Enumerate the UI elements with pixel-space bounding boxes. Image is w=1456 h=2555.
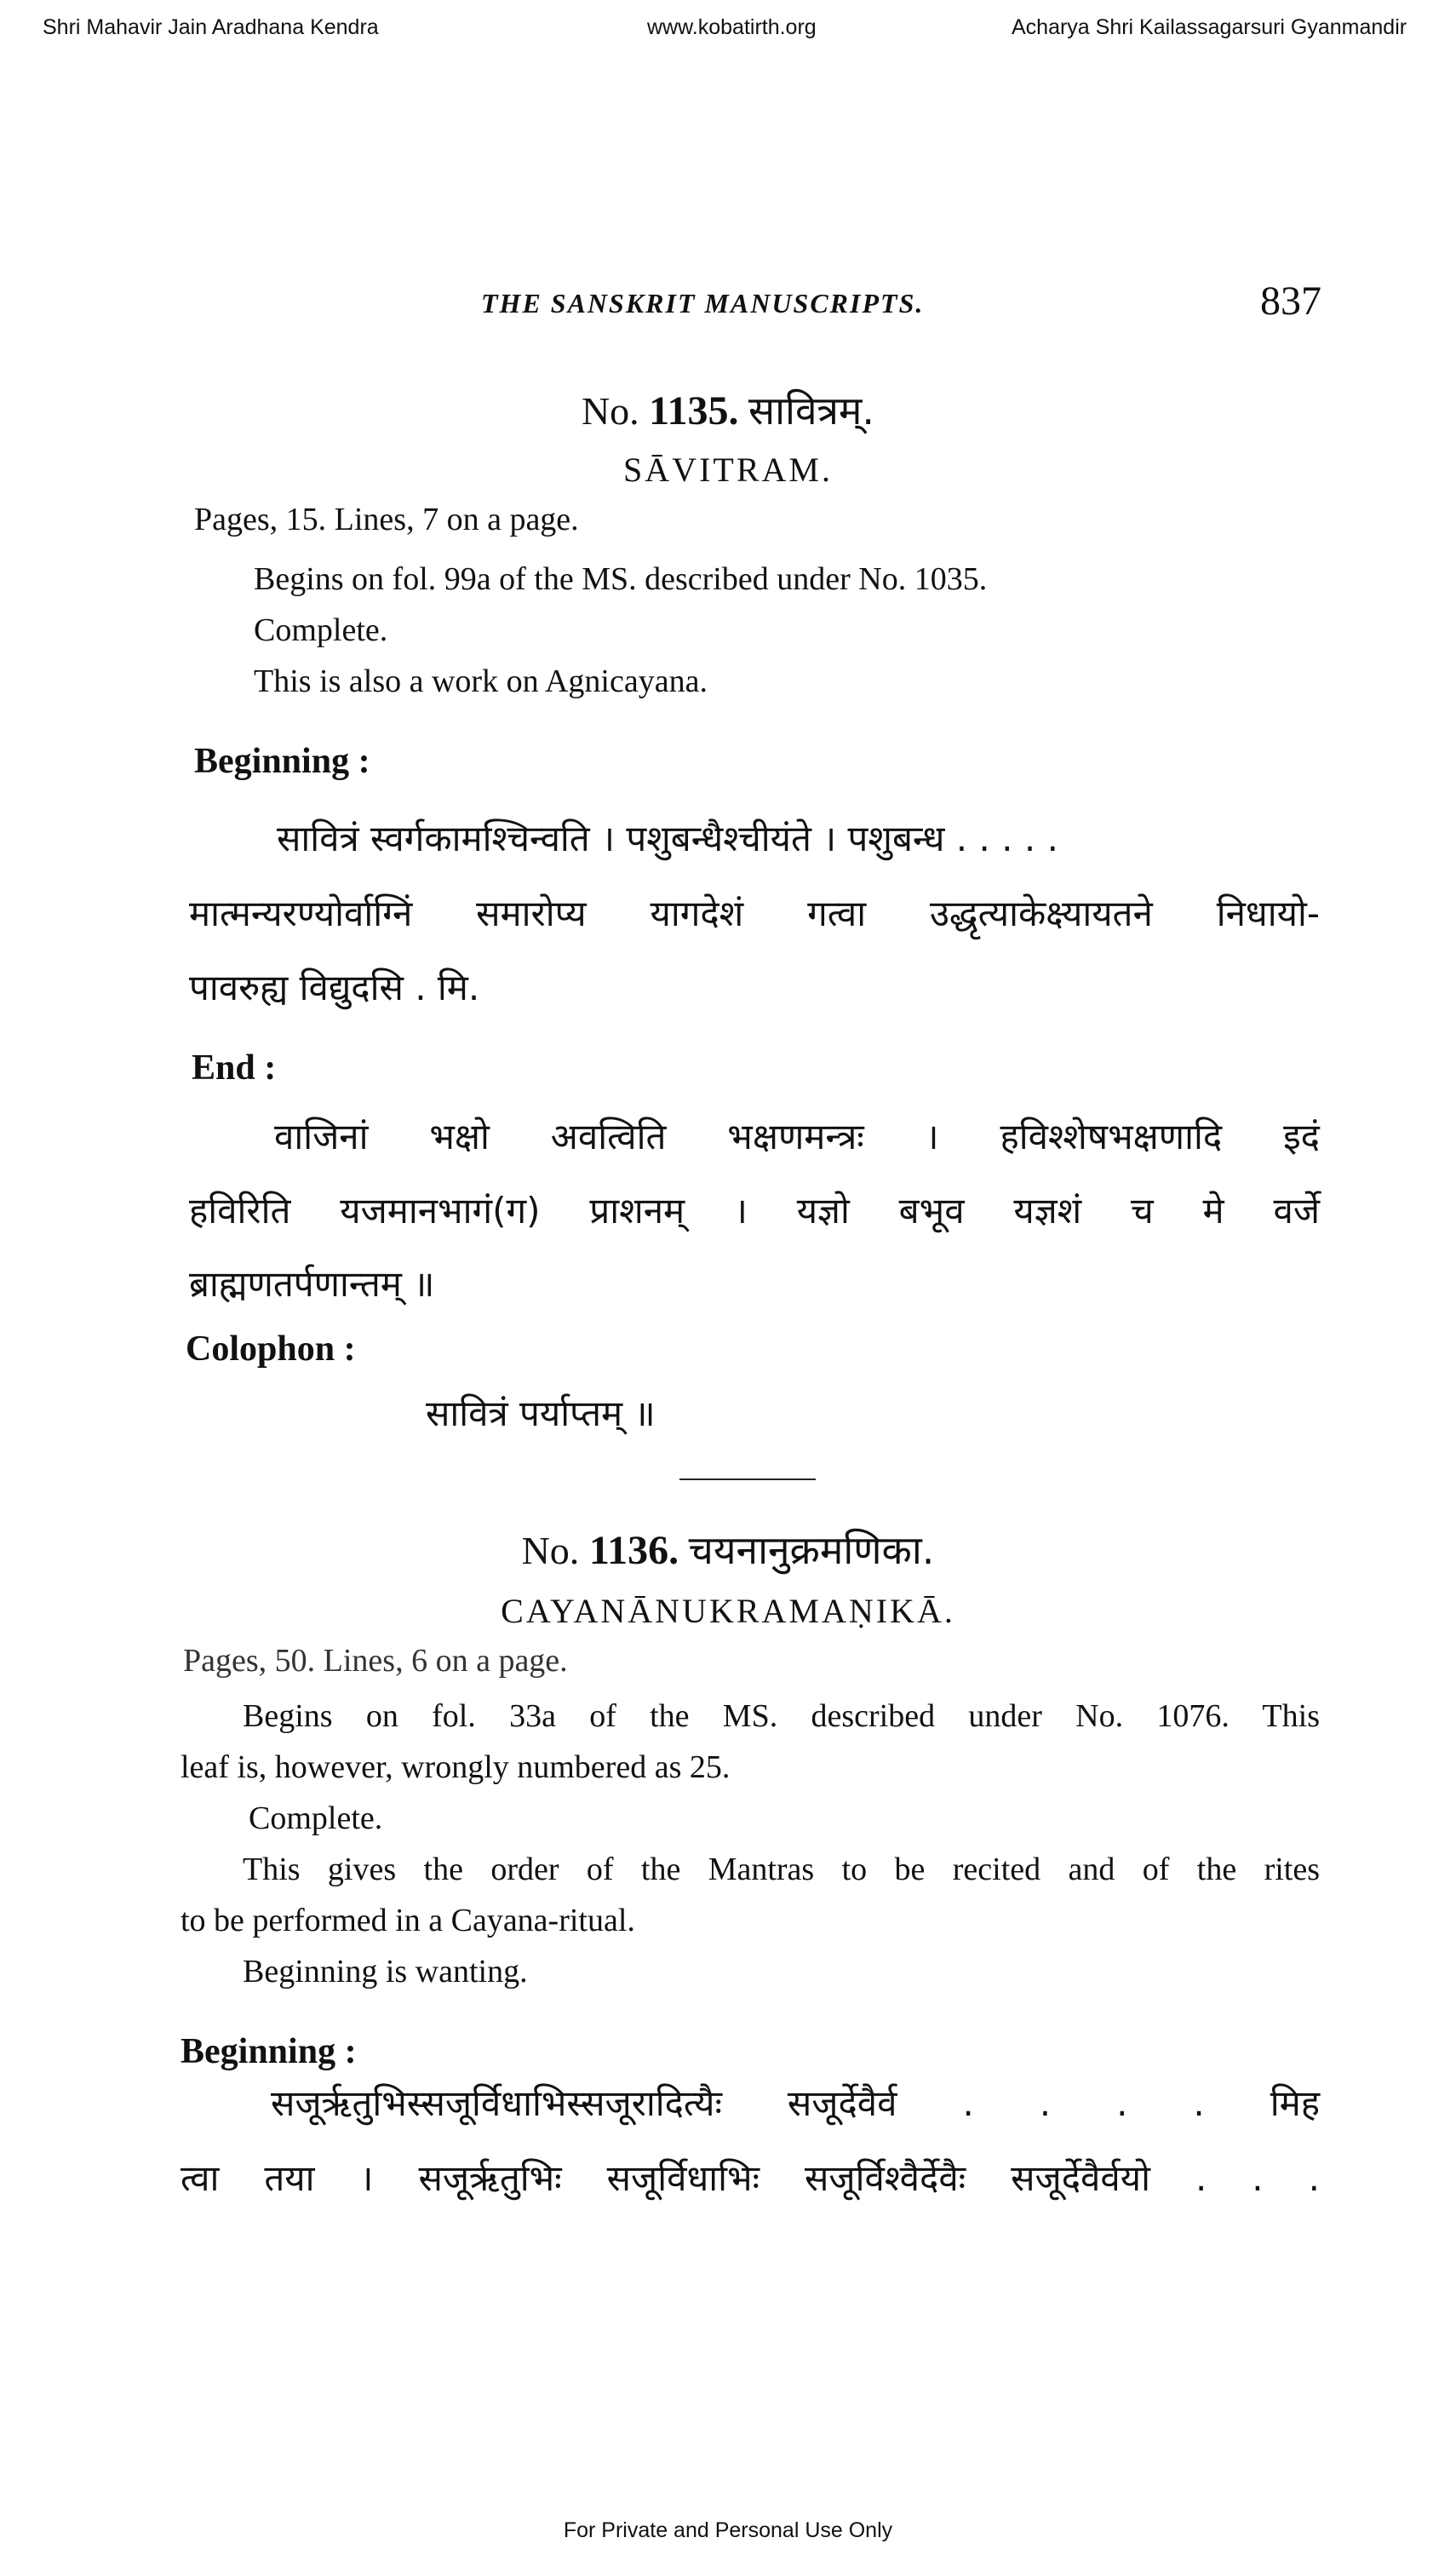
entry-1135-desc-line: Begins on fol. 99a of the MS. described under No. 1035. <box>254 561 988 597</box>
entry-1136-no-label: No. <box>521 1529 580 1572</box>
entry-1135-beginning-line: मात्मन्यरण्योर्वाग्निं समारोप्य यागदेशं गत्वा उद्धृत्याकेक्ष्यायतने निधायो- <box>189 893 1320 934</box>
entry-1136-desc-line: This gives the order of the Mantras to be recited and of the rites <box>243 1852 1320 1887</box>
header-left-text: Shri Mahavir Jain Aradhana Kendra <box>43 15 379 39</box>
entry-1136-desc-line: Complete. <box>249 1800 383 1836</box>
entry-1136-title-devanagari: चयनानुक्रमणिका. <box>688 1527 935 1573</box>
entry-1135-end-label: End : <box>192 1048 277 1088</box>
header-right-text: Acharya Shri Kailassagarsuri Gyanmandir <box>1012 15 1407 39</box>
entry-1135-colophon-label: Colophon : <box>186 1329 356 1369</box>
entry-1135-end-line: हविरिति यजमानभागं(ग) प्राशनम् । यज्ञो बभूव यज्ञशं च मे वर्जे <box>189 1190 1320 1232</box>
entry-1136-title-translit: CAYANĀNUKRAMAṆIKĀ. <box>501 1592 955 1630</box>
entry-1135-end-line: ब्राह्मणतर्पणान्तम् ॥ <box>189 1263 435 1305</box>
entry-1136-desc-line: Beginning is wanting. <box>243 1954 528 1989</box>
entry-1135-desc-line: This is also a work on Agnicayana. <box>254 663 708 699</box>
entry-1135-desc-line: Complete. <box>254 612 388 648</box>
entry-1136-desc-line: Begins on fol. 33a of the MS. described under No. 1076. This <box>243 1698 1320 1734</box>
entry-1135-beginning-line: पावरुह्य विद्युदसि . मि. <box>189 967 480 1008</box>
entry-1135-heading <box>0 383 1456 436</box>
entry-1135-beginning-label: Beginning : <box>194 742 370 781</box>
entry-1136-meta: Pages, 50. Lines, 6 on a page. <box>183 1643 568 1679</box>
entry-1135-no-label: No. <box>581 389 639 433</box>
entry-1136-heading <box>0 1523 1456 1576</box>
page-number: 837 <box>1260 278 1321 324</box>
entry-1136-desc-line: to be performed in a Cayana-ritual. <box>181 1903 635 1938</box>
entry-1135-meta: Pages, 15. Lines, 7 on a page. <box>194 502 579 537</box>
section-divider <box>679 1478 816 1480</box>
entry-1135-title-devanagari: सावित्रम्. <box>748 388 875 433</box>
entry-1136-beginning-line: सजूर्ऋतुभिस्सजूर्विधाभिस्सजूरादित्यैः सजूर्देवैर्व . . . . मिह <box>271 2082 1320 2124</box>
running-head-title: THE SANSKRIT MANUSCRIPTS. <box>481 288 925 319</box>
entry-1135-beginning-line: सावित्रं स्वर्गकामश्चिन्वति । पशुबन्धैश्चीयंते । पशुबन्ध . . . . . <box>277 818 1058 859</box>
entry-1135-title-translit: SĀVITRAM. <box>623 451 833 489</box>
entry-1136-desc-line: leaf is, however, wrongly numbered as 25. <box>181 1749 731 1785</box>
header-center-url: www.kobatirth.org <box>647 15 817 39</box>
entry-1135-end-line: वाजिनां भक्षो अवत्विति भक्षणमन्त्रः । हविश्शेषभक्षणादि इदं <box>274 1116 1320 1157</box>
footer-text: For Private and Personal Use Only <box>563 2518 893 2542</box>
entry-1135-colophon-text: सावित्रं पर्याप्तम् ॥ <box>426 1392 656 1434</box>
entry-1136-beginning-label: Beginning : <box>181 2032 357 2071</box>
entry-1136-beginning-line: त्वा तया । सजूर्ऋतुभिः सजूर्विधाभिः सजूर्विश्वैर्देवैः सजूर्देवैर्वयो . . . <box>181 2157 1320 2199</box>
entry-1136-number: 1136. <box>588 1528 679 1573</box>
entry-1135-number: 1135. <box>649 388 739 433</box>
